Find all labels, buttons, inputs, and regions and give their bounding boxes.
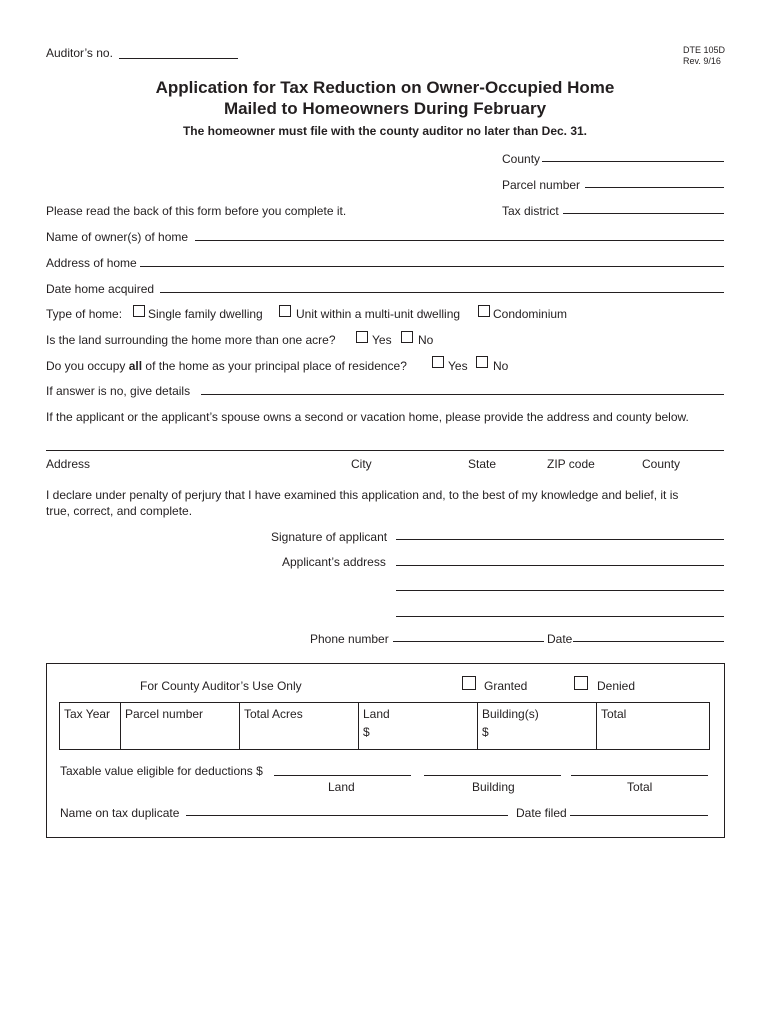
granted-label: Granted — [484, 679, 528, 693]
tax-year-cell[interactable] — [60, 703, 121, 750]
occupy-no-label: No — [493, 359, 509, 373]
acre-yes-checkbox[interactable] — [356, 331, 368, 343]
occupy-question-label: Do you occupy all of the home as your principal place of residence? — [46, 359, 407, 373]
taxable-land-label: Land — [328, 780, 355, 794]
parcel-number-header: Parcel number — [125, 707, 204, 721]
land-cell[interactable] — [359, 703, 478, 750]
total-header: Total — [601, 707, 627, 721]
parcel-number-cell[interactable] — [121, 703, 240, 750]
occupy-yes-label: Yes — [448, 359, 468, 373]
auditor-use-heading: For County Auditor’s Use Only — [140, 679, 302, 693]
denied-label: Denied — [597, 679, 636, 693]
second-home-address-col: Address — [46, 457, 91, 471]
home-address-field[interactable] — [140, 266, 724, 267]
declaration-line1: I declare under penalty of perjury that I have examined this application and, to the best of my knowledge and belief, it is — [46, 488, 679, 502]
filing-deadline: The homeowner must file with the county auditor no later than Dec. 31. — [182, 124, 588, 138]
owner-name-field[interactable] — [195, 240, 724, 241]
taxable-building-field[interactable] — [424, 775, 561, 776]
table-row — [60, 703, 710, 750]
multi-unit-checkbox[interactable] — [279, 305, 291, 317]
multi-unit-label: Unit within a multi-unit dwelling — [296, 307, 461, 321]
second-home-instructions: If the applicant or the applicant’s spouse owns a second or vacation home, please provide the address and county below. — [46, 410, 689, 424]
acre-question-label: Is the land surrounding the home more than one acre? — [46, 333, 336, 347]
buildings-header: Building(s) — [482, 707, 539, 721]
declaration-line2: true, correct, and complete. — [46, 504, 193, 518]
tax-duplicate-label: Name on tax duplicate — [60, 806, 180, 820]
applicant-address-field-1[interactable] — [396, 565, 724, 566]
second-home-zip-col: ZIP code — [547, 457, 595, 471]
taxable-building-label: Building — [472, 780, 515, 794]
single-family-label: Single family dwelling — [148, 307, 263, 321]
denied-checkbox[interactable] — [574, 676, 588, 690]
occupy-yes-checkbox[interactable] — [432, 356, 444, 368]
parcel-number-field[interactable] — [585, 187, 724, 188]
total-acres-header: Total Acres — [244, 707, 303, 721]
acre-yes-label: Yes — [372, 333, 392, 347]
auditor-no-label: Auditor’s no. — [46, 46, 113, 60]
details-field[interactable] — [201, 394, 724, 395]
single-family-checkbox[interactable] — [133, 305, 145, 317]
date-filed-label: Date filed — [516, 806, 567, 820]
second-home-field[interactable] — [46, 450, 724, 451]
date-label: Date — [547, 632, 573, 646]
granted-checkbox[interactable] — [462, 676, 476, 690]
details-label: If answer is no, give details — [46, 384, 191, 398]
occupy-no-checkbox[interactable] — [476, 356, 488, 368]
phone-field[interactable] — [393, 641, 544, 642]
phone-label: Phone number — [310, 632, 389, 646]
buildings-dollar: $ — [482, 725, 489, 739]
instructions-text: Please read the back of this form before you complete it. — [46, 204, 347, 218]
tax-district-label: Tax district — [502, 204, 559, 218]
form-title-line2: Mailed to Homeowners During February — [223, 99, 547, 118]
land-dollar: $ — [363, 725, 370, 739]
land-header: Land — [363, 707, 390, 721]
condominium-label: Condominium — [493, 307, 568, 321]
acre-no-checkbox[interactable] — [401, 331, 413, 343]
date-filed-field[interactable] — [570, 815, 708, 816]
applicant-address-field-3[interactable] — [396, 616, 724, 617]
county-field[interactable] — [542, 161, 724, 162]
condominium-checkbox[interactable] — [478, 305, 490, 317]
form-revision: Rev. 9/16 — [683, 56, 721, 66]
applicant-address-label: Applicant’s address — [282, 555, 386, 569]
signature-field[interactable] — [396, 539, 724, 540]
home-type-label: Type of home: — [46, 307, 123, 321]
second-home-state-col: State — [468, 457, 497, 471]
taxable-total-label: Total — [627, 780, 653, 794]
auditor-table — [59, 702, 710, 750]
date-acquired-label: Date home acquired — [46, 282, 155, 296]
tax-district-field[interactable] — [563, 213, 724, 214]
county-label: County — [502, 152, 541, 166]
auditor-no-field[interactable] — [119, 58, 238, 59]
signature-label: Signature of applicant — [271, 530, 388, 544]
applicant-address-field-2[interactable] — [396, 590, 724, 591]
tax-year-header: Tax Year — [64, 707, 111, 721]
parcel-number-label: Parcel number — [502, 178, 581, 192]
tax-duplicate-field[interactable] — [186, 815, 508, 816]
second-home-county-col: County — [642, 457, 681, 471]
taxable-land-field[interactable] — [274, 775, 411, 776]
owner-name-label: Name of owner(s) of home — [46, 230, 189, 244]
home-address-label: Address of home — [46, 256, 137, 270]
taxable-value-label: Taxable value eligible for deductions $ — [60, 764, 263, 778]
form-id: DTE 105D — [683, 45, 726, 55]
total-cell[interactable] — [597, 703, 710, 750]
taxable-total-field[interactable] — [571, 775, 708, 776]
acre-no-label: No — [418, 333, 434, 347]
form-title-line1: Application for Tax Reduction on Owner-Occupied Home — [155, 78, 615, 97]
total-acres-cell[interactable] — [240, 703, 359, 750]
date-acquired-field[interactable] — [160, 292, 724, 293]
date-field[interactable] — [573, 641, 724, 642]
second-home-city-col: City — [351, 457, 372, 471]
buildings-cell[interactable] — [478, 703, 597, 750]
